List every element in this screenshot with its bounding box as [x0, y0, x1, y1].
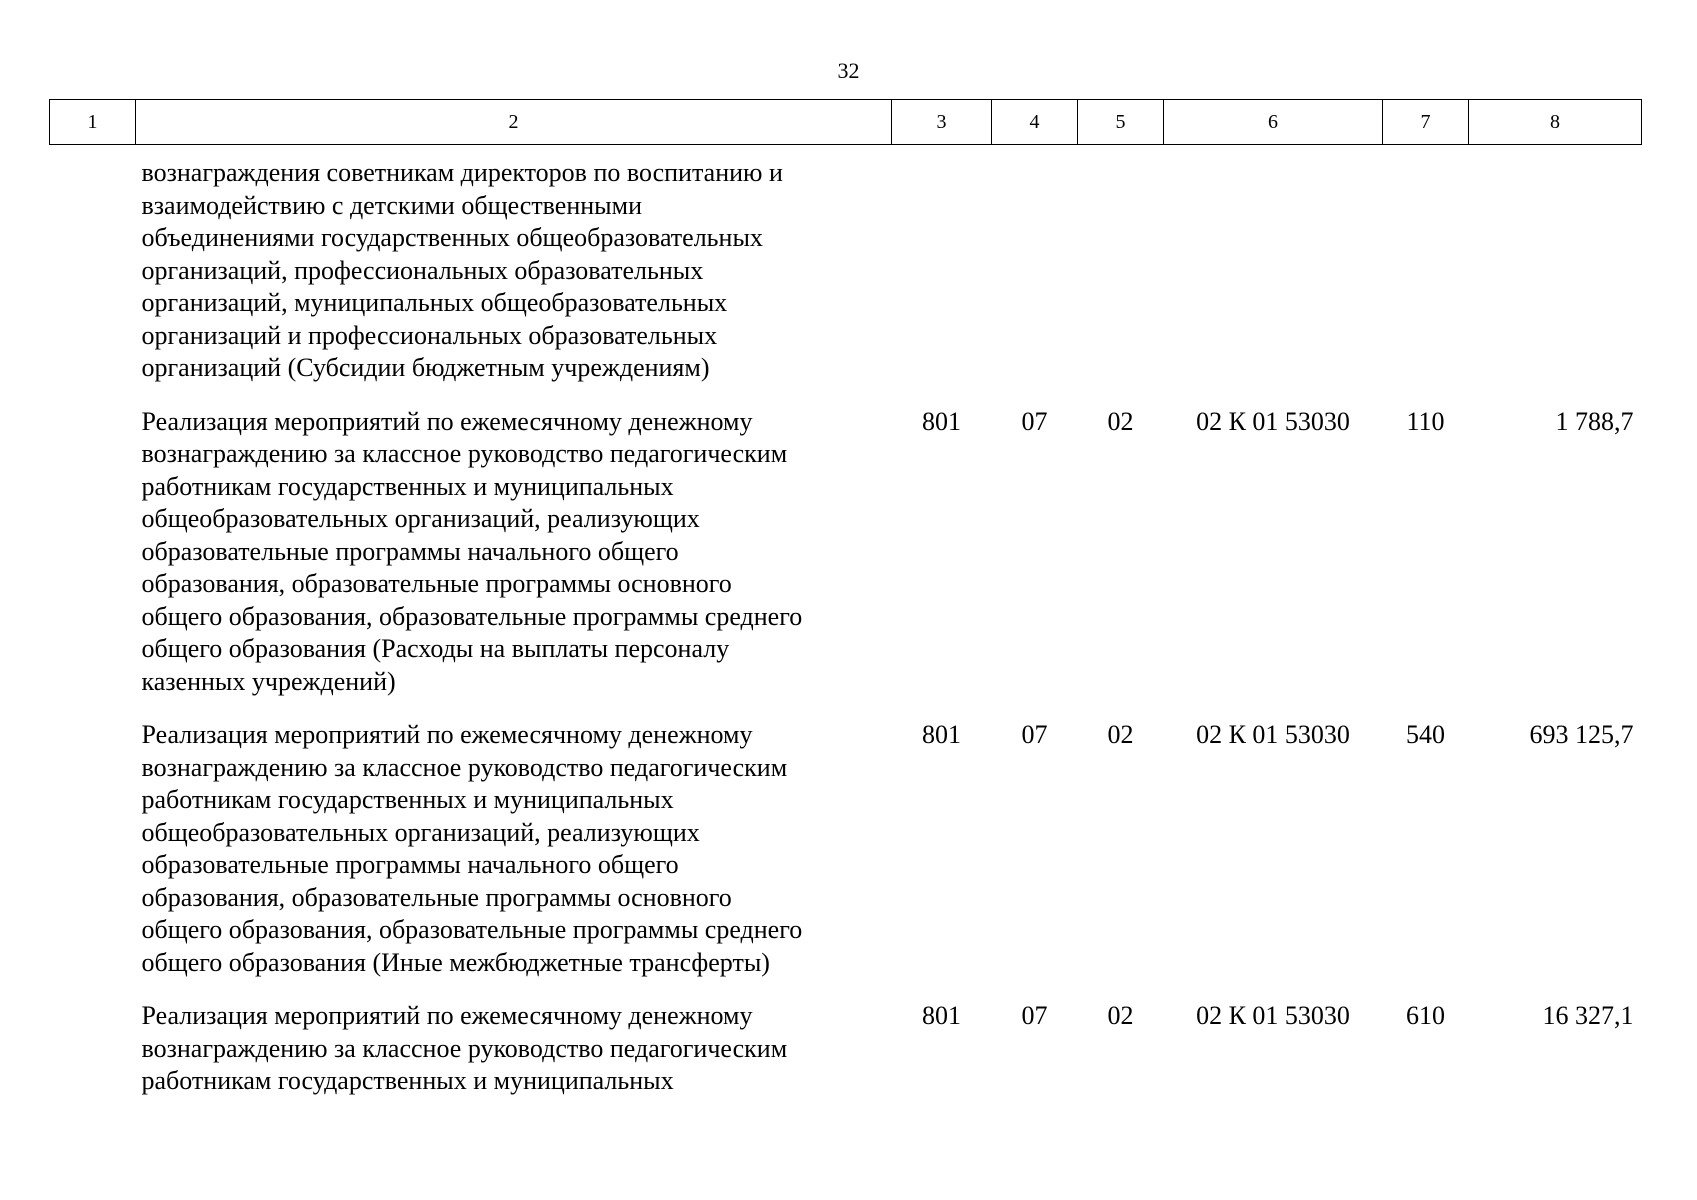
row-description-text: вознаграждения советникам директоров по воспитанию и взаимодействию с детскими общественными объединениями государственных общеобразовательных организаций, профессиональных образовательных организаций, муниципальных общеобразовательных организаций и профессиональных образовательных организаций (Субсидии бюджетным учреждениям) [141, 158, 783, 382]
row-target-code: 02 К 01 53030 [1196, 406, 1350, 436]
row-expense-type-code: 540 [1406, 720, 1445, 749]
row-subsection-code [1078, 145, 1164, 395]
row-expense-type-code [1383, 145, 1469, 395]
row-amount: 693 125,7 [1529, 720, 1634, 749]
column-header-3: 3 [892, 100, 992, 145]
row-subsection-code: 02 [1107, 1001, 1134, 1030]
row-target-code [1164, 145, 1383, 395]
row-ministry-code [892, 145, 992, 395]
row-description-text: Реализация мероприятий по ежемесячному денежному вознаграждению за классное руководство педагогическим работникам государственных и муниципальных [141, 1001, 788, 1095]
row-section-code: 07 [1021, 1001, 1048, 1030]
table-row [50, 708, 1642, 989]
row-section-code: 07 [1021, 720, 1048, 749]
row-amount [1469, 145, 1642, 395]
row-expense-type-code: 610 [1406, 1001, 1445, 1030]
row-ministry-code: 801 [922, 1001, 961, 1030]
budget-table [49, 99, 1642, 1108]
row-description [50, 145, 892, 395]
row-section-code [992, 145, 1078, 395]
column-header-7: 7 [1383, 100, 1469, 145]
row-target-code: 02 К 01 53030 [1196, 720, 1350, 749]
row-target-code: 02 К 01 53030 [1196, 1001, 1350, 1030]
row-amount: 16 327,1 [1542, 1001, 1634, 1030]
row-ministry-code: 801 [922, 720, 961, 749]
row-description-text: Реализация мероприятий по ежемесячному денежному вознаграждению за классное руководство педагогическим работникам государственных и муниципальных общеобразовательных организаций, реализующих образовательные программы начального общего образования, образовательные программы основного общего образования, образовательные программы среднего общего образования (Иные межбюджетные трансферты) [141, 720, 803, 977]
row-description [50, 708, 892, 989]
row-amount: 1 788,7 [1555, 406, 1634, 436]
column-header-4: 4 [992, 100, 1078, 145]
column-header-2: 2 [136, 100, 892, 145]
page-number: 32 [837, 58, 860, 83]
table-row [50, 145, 1642, 395]
row-expense-type-code: 110 [1406, 406, 1445, 436]
table-header-row [50, 100, 1642, 145]
table-row [50, 989, 1642, 1108]
column-header-1: 1 [50, 100, 136, 145]
column-header-8: 8 [1469, 100, 1642, 145]
row-description [50, 989, 892, 1108]
column-header-5: 5 [1078, 100, 1164, 145]
row-description [50, 395, 892, 709]
row-subsection-code: 02 [1107, 720, 1134, 749]
row-section-code: 07 [1021, 406, 1048, 436]
row-description-text: Реализация мероприятий по ежемесячному денежному вознаграждению за классное руководство педагогическим работникам государственных и муниципальных общеобразовательных организаций, реализующих образовательные программы начального общего образования, образовательные программы основного общего образования, образовательные программы среднего общего образования (Расходы на выплаты персоналу казенных учреждений) [141, 406, 803, 696]
column-header-6: 6 [1164, 100, 1383, 145]
row-ministry-code: 801 [922, 406, 961, 436]
table-row [50, 395, 1642, 709]
row-subsection-code: 02 [1107, 406, 1134, 436]
